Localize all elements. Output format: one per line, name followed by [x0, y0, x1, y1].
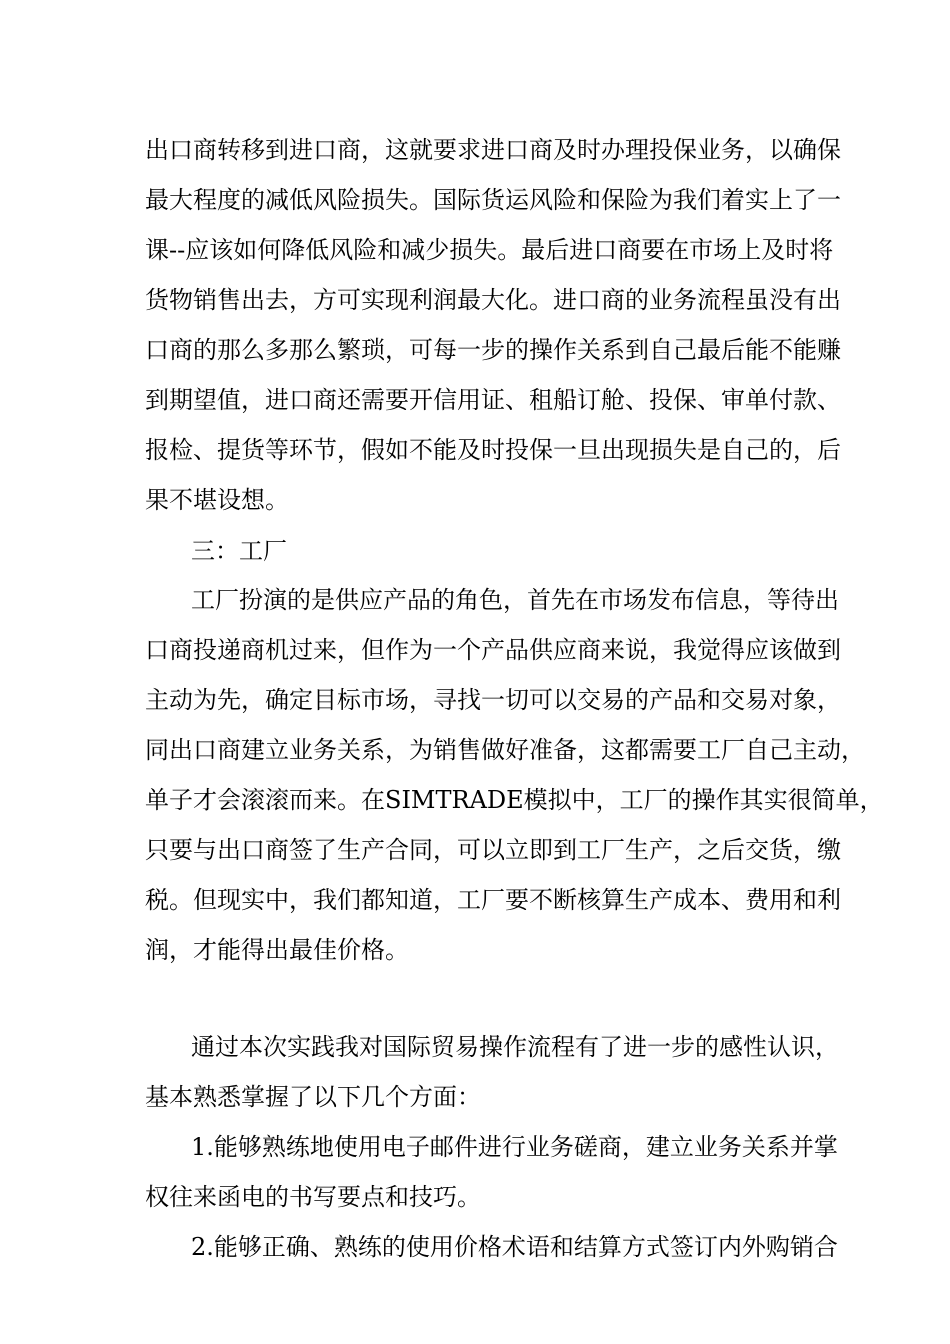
- section-heading: 三：工厂: [191, 537, 287, 565]
- text-line: 基本熟悉掌握了以下几个方面：: [145, 1083, 481, 1111]
- text-line: 权往来函电的书写要点和技巧。: [145, 1183, 481, 1211]
- text-line: 同出口商建立业务关系，为销售做好准备，这都需要工厂自己主动，: [145, 736, 865, 764]
- paragraph-importer-risk: [145, 125, 841, 525]
- text-line: 最大程度的减低风险损失。国际货运风险和保险为我们着实上了一: [145, 186, 841, 214]
- text-line: 口商的那么多那么繁琐，可每一步的操作关系到自己最后能不能赚: [145, 336, 841, 364]
- text-line: 果不堪设想。: [145, 486, 289, 514]
- text-line: 到期望值，进口商还需要开信用证、租船订舱、投保、审单付款、: [145, 386, 841, 414]
- text-line: 2.能够正确、熟练的使用价格术语和结算方式签订内外购销合: [191, 1233, 838, 1261]
- text-line: 主动为先，确定目标市场，寻找一切可以交易的产品和交易对象，: [145, 686, 841, 714]
- text-line: 口商投递商机过来，但作为一个产品供应商来说，我觉得应该做到: [145, 636, 841, 664]
- text-line: 通过本次实践我对国际贸易操作流程有了进一步的感性认识，: [191, 1033, 839, 1061]
- text-line: 税。但现实中，我们都知道，工厂要不断核算生产成本、费用和利: [145, 886, 841, 914]
- text-line: 润，才能得出最佳价格。: [145, 936, 409, 964]
- section-heading-factory: [145, 526, 835, 576]
- text-line: 出口商转移到进口商，这就要求进口商及时办理投保业务，以确保: [145, 136, 841, 164]
- paragraph-factory: [145, 575, 884, 975]
- text-line: 单子才会滚滚而来。在SIMTRADE模拟中，工厂的操作其实很简单，: [145, 786, 884, 814]
- text-line: 报检、提货等环节，假如不能及时投保一旦出现损失是自己的，后: [145, 436, 841, 464]
- list-item-2: [145, 1222, 838, 1272]
- text-line: 货物销售出去，方可实现利润最大化。进口商的业务流程虽没有出: [145, 286, 841, 314]
- paragraph-summary-intro: [145, 1022, 839, 1122]
- list-item-1: [145, 1122, 838, 1222]
- text-line: 1.能够熟练地使用电子邮件进行业务磋商，建立业务关系并掌: [191, 1133, 838, 1161]
- text-line: 只要与出口商签了生产合同，可以立即到工厂生产，之后交货，缴: [145, 836, 841, 864]
- text-line: 课--应该如何降低风险和减少损失。最后进口商要在市场上及时将: [145, 236, 834, 264]
- text-line: 工厂扮演的是供应产品的角色，首先在市场发布信息，等待出: [191, 586, 839, 614]
